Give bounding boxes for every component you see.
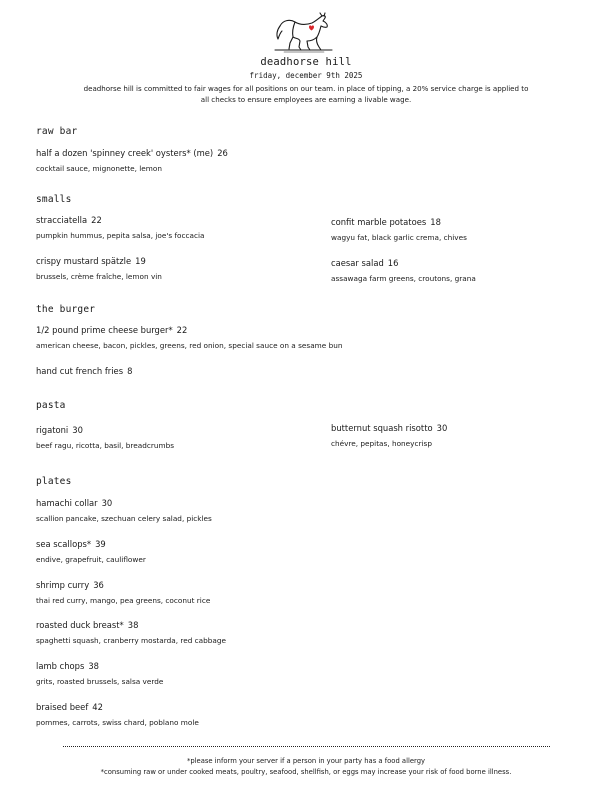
footer-divider: [63, 746, 550, 747]
item-price: 38: [127, 620, 139, 630]
raw-food-warning: *consuming raw or under cooked meats, poultry, seafood, shellfish, or eggs may increase your risk of food borne illness.: [100, 768, 512, 776]
menu-item: [331, 217, 467, 242]
item-name: rigatoni: [36, 425, 69, 435]
restaurant-name: deadhorse hill: [260, 56, 352, 68]
item-name: crispy mustard spätzle: [36, 256, 132, 266]
section-heading-plates: plates: [36, 476, 72, 487]
item-name-line: [331, 423, 447, 433]
menu-item: [36, 539, 146, 564]
item-description: endive, grapefruit, cauliflower: [36, 555, 146, 564]
menu-item: [36, 702, 199, 727]
menu-item: [36, 425, 174, 450]
item-name-line: [36, 148, 228, 158]
item-name-line: [36, 539, 146, 549]
item-description: pommes, carrots, swiss chard, poblano mole: [36, 718, 199, 727]
item-name: stracciatella: [36, 215, 88, 225]
item-description: thai red curry, mango, pea greens, coconut rice: [36, 596, 211, 605]
item-name: roasted duck breast*: [36, 620, 124, 630]
item-name: hamachi collar: [36, 498, 98, 508]
menu-item: [36, 215, 205, 240]
item-description: assawaga farm greens, croutons, grana: [331, 274, 476, 283]
menu-item: [331, 258, 476, 283]
section-heading-smalls: smalls: [36, 194, 72, 205]
item-name-line: [36, 366, 132, 376]
section-heading-pasta: pasta: [36, 400, 66, 411]
item-price: 38: [88, 661, 99, 671]
item-description: beef ragu, ricotta, basil, breadcrumbs: [36, 441, 175, 450]
item-name-line: [36, 661, 163, 671]
item-name-line: [36, 498, 212, 508]
wage-notice: [36, 83, 576, 105]
menu-item: [36, 148, 228, 173]
item-price: 30: [72, 425, 83, 435]
menu-item: [331, 423, 447, 448]
item-description: chévre, pepitas, honeycrisp: [331, 439, 432, 448]
menu-item: [36, 498, 212, 523]
item-name: 1/2 pound prime cheese burger*: [36, 325, 173, 335]
item-name-line: [36, 580, 210, 590]
item-description: wagyu fat, black garlic crema, chives: [331, 233, 467, 242]
menu-item: [36, 366, 132, 376]
menu-item: [36, 661, 163, 686]
item-description: american cheese, bacon, pickles, greens, red onion, special sauce on a sesame bun: [36, 341, 343, 350]
menu-item: [36, 620, 226, 645]
item-price: 39: [95, 539, 106, 549]
item-name: braised beef: [36, 702, 89, 712]
item-name: shrimp curry: [36, 580, 90, 590]
item-name: caesar salad: [331, 258, 384, 268]
item-name-line: [36, 325, 342, 335]
wage-notice-line-2: all checks to ensure employees are earning a livable wage.: [200, 95, 412, 104]
item-name-line: [36, 620, 226, 630]
item-name-line: [36, 702, 199, 712]
item-name-line: [331, 217, 467, 227]
item-price: 30: [101, 498, 113, 508]
wage-notice-line-1: deadhorse hill is committed to fair wages for all positions on our team. in place of tipping, a 20% service charge is applied to: [83, 84, 529, 93]
item-price: 16: [387, 258, 399, 268]
heart-icon: [309, 25, 314, 30]
item-name: lamb chops: [36, 661, 85, 671]
section-heading-raw-bar: raw bar: [36, 126, 78, 137]
item-name: sea scallops*: [36, 539, 92, 549]
item-name-line: [36, 215, 205, 225]
menu-item: [36, 325, 342, 350]
item-description: grits, roasted brussels, salsa verde: [36, 677, 164, 686]
item-price: 30: [436, 423, 448, 433]
item-description: pumpkin hummus, pepita salsa, joe's foccacia: [36, 231, 205, 240]
horse-logo-icon: [272, 12, 336, 56]
item-description: scallion pancake, szechuan celery salad, pickles: [36, 514, 212, 523]
item-name: confit marble potatoes: [331, 217, 427, 227]
item-price: 22: [176, 325, 188, 335]
item-price: 26: [217, 148, 228, 158]
item-price: 36: [93, 580, 104, 590]
section-heading-the-burger: the burger: [36, 304, 96, 315]
item-name-line: [36, 425, 174, 435]
menu-date: friday, december 9th 2025: [249, 71, 363, 80]
item-description: cocktail sauce, mignonette, lemon: [36, 164, 162, 173]
item-name: half a dozen 'spinney creek' oysters* (me): [36, 148, 214, 158]
item-price: 22: [91, 215, 102, 225]
allergy-notice: *please inform your server if a person in your party has a food allergy: [186, 757, 426, 765]
item-price: 19: [135, 256, 146, 266]
item-name: butternut squash risotto: [331, 423, 433, 433]
item-name-line: [331, 258, 476, 268]
item-name: hand cut french fries: [36, 366, 124, 376]
item-name-line: [36, 256, 162, 266]
item-price: 18: [430, 217, 441, 227]
item-description: spaghetti squash, cranberry mostarda, red cabbage: [36, 636, 226, 645]
item-price: 8: [127, 366, 133, 376]
item-description: brussels, crème fraîche, lemon vin: [36, 272, 162, 281]
menu-item: [36, 580, 210, 605]
menu-item: [36, 256, 162, 281]
item-price: 42: [92, 702, 103, 712]
